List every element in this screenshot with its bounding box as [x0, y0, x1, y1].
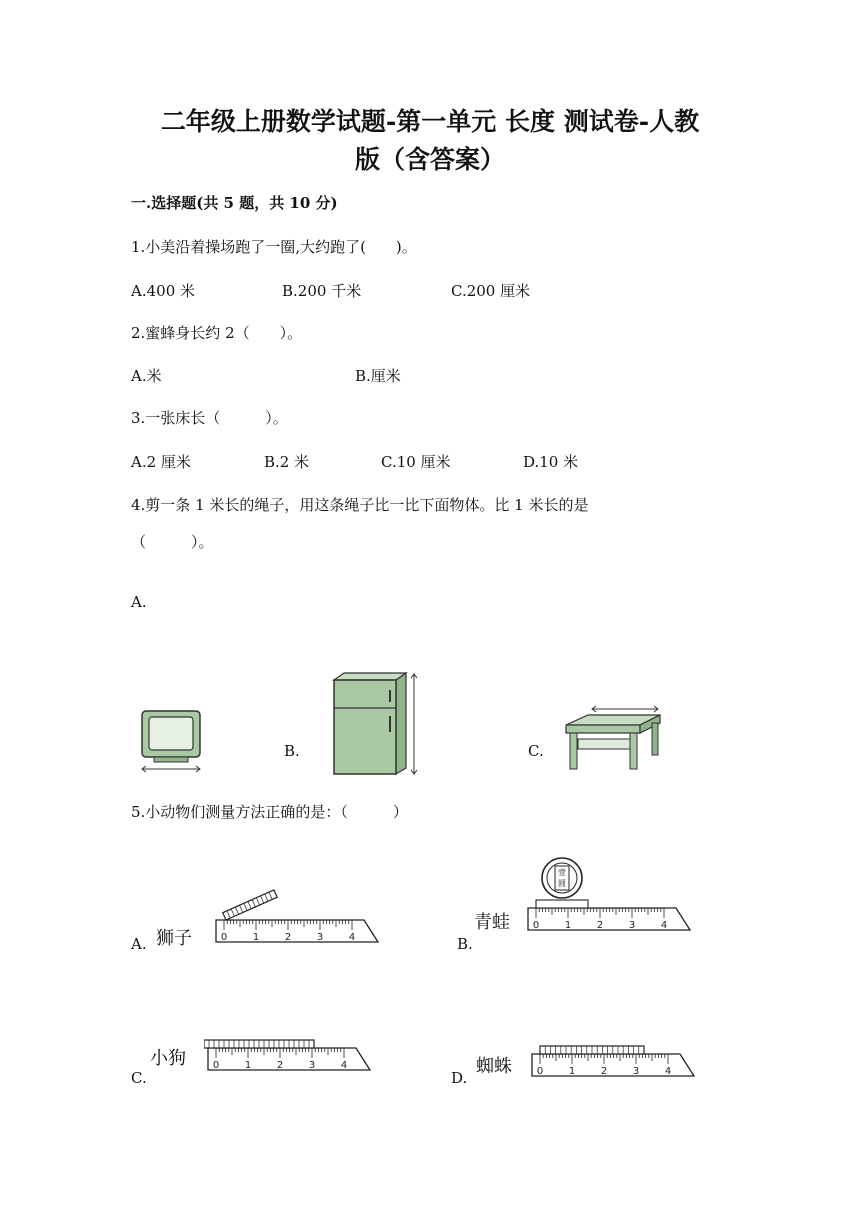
q4-option-a: A. [131, 593, 147, 611]
ruler-tick-label: 2 [276, 1060, 284, 1071]
ruler-tick-label: 4 [660, 920, 668, 931]
animal-label-spider: 蜘蛛 [476, 1056, 512, 1077]
q5-option-a: A. [131, 935, 147, 953]
page-title: 二年级上册数学试题-第一单元 长度 测试卷-人教 [160, 107, 700, 136]
ruler-tick-label: 0 [212, 1060, 220, 1071]
q2-option-a: A.米 [131, 367, 162, 385]
animal-label-lion: 狮子 [156, 928, 192, 949]
animal-label-dog: 小狗 [150, 1048, 186, 1069]
question-1: 1.小美沿着操场跑了一圈,大约跑了( )。 [131, 238, 417, 256]
q3-option-c: C.10 厘米 [381, 453, 451, 471]
animal-label-frog: 青蛙 [474, 912, 510, 933]
q5-option-d: D. [451, 1069, 468, 1087]
ruler-tick-label: 1 [564, 920, 572, 931]
ruler-tick-label: 3 [308, 1060, 316, 1071]
coin-icon: 圆 [558, 879, 566, 888]
ruler-icon [212, 884, 382, 946]
question-4-line2: （ ）。 [131, 533, 214, 551]
q3-option-d: D.10 米 [523, 453, 579, 471]
q4-option-b: B. [284, 742, 300, 760]
ruler-tick-label: 4 [664, 1066, 672, 1077]
ruler-icon [204, 1036, 394, 1074]
question-3: 3.一张床长（ ）。 [131, 409, 288, 427]
ruler-tick-label: 3 [316, 932, 324, 943]
q5-option-c: C. [131, 1069, 147, 1087]
tv-icon [140, 708, 206, 774]
question-4: 4.剪一条 1 米长的绳子，用这条绳子比一比下面物体。比 1 米长的是 [131, 496, 589, 514]
q3-option-a: A.2 厘米 [131, 453, 191, 471]
ruler-tick-label: 1 [568, 1066, 576, 1077]
section-heading: 一.选择题(共 5 题，共 10 分) [131, 194, 338, 212]
ruler-tick-label: 2 [596, 920, 604, 931]
ruler-tick-label: 1 [252, 932, 260, 943]
q5-option-b: B. [457, 935, 473, 953]
q4-option-c: C. [528, 742, 544, 760]
ruler-tick-label: 0 [220, 932, 228, 943]
ruler-tick-label: 4 [340, 1060, 348, 1071]
ruler-tick-label: 0 [536, 1066, 544, 1077]
ruler-tick-label: 3 [628, 920, 636, 931]
ruler-tick-label: 2 [600, 1066, 608, 1077]
q2-option-b: B.厘米 [355, 367, 401, 385]
ruler-tick-label: 4 [348, 932, 356, 943]
page-title-line2: 版（含答案） [354, 145, 505, 174]
ruler-icon [524, 852, 694, 934]
question-2: 2.蜜蜂身长约 2（ ）。 [131, 324, 303, 342]
ruler-tick-label: 1 [244, 1060, 252, 1071]
table-icon [562, 703, 666, 773]
q1-option-c: C.200 厘米 [451, 282, 531, 300]
q1-option-a: A.400 米 [131, 282, 195, 300]
ruler-tick-label: 0 [532, 920, 540, 931]
q3-option-b: B.2 米 [264, 453, 310, 471]
ruler-icon [528, 1044, 700, 1080]
q1-option-b: B.200 千米 [282, 282, 362, 300]
question-5: 5.小动物们测量方法正确的是：（ ） [131, 803, 408, 821]
ruler-tick-label: 2 [284, 932, 292, 943]
ruler-tick-label: 3 [632, 1066, 640, 1077]
coin-icon: 壹 [558, 868, 566, 877]
fridge-icon [326, 670, 422, 778]
